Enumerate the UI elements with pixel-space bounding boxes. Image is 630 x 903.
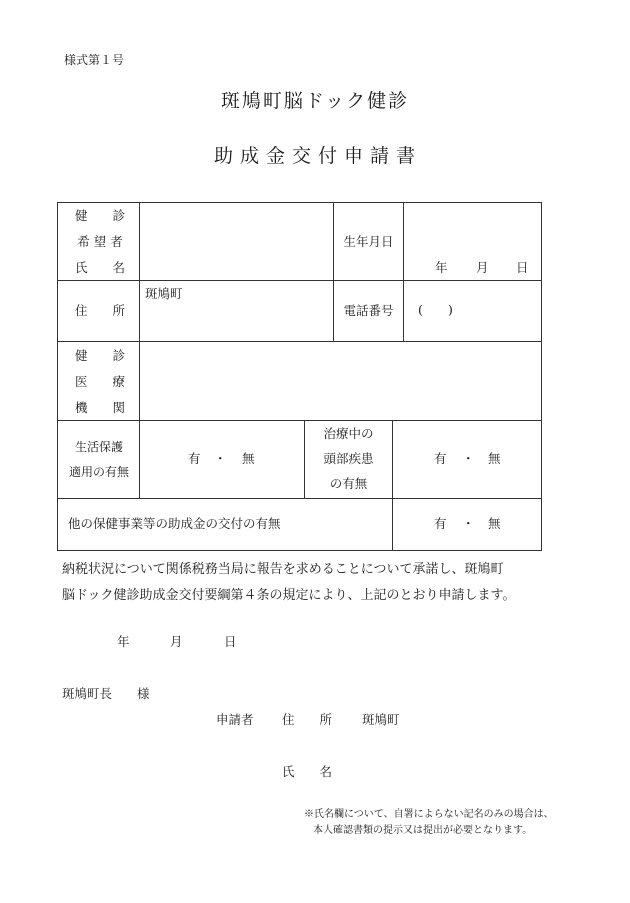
address-label: 住 所 (74, 303, 125, 318)
form-number: 様式第１号 (64, 53, 125, 67)
addressee-name: 斑鳩町長 (62, 686, 113, 701)
other-subsidy-yes-option[interactable]: 有 (434, 516, 447, 531)
column-divider (403, 202, 404, 341)
row-divider (57, 420, 542, 421)
note-line1: ※氏名欄について、自署によらない記名のみの場合は、 (304, 809, 554, 820)
phone-close-paren: ) (448, 302, 453, 317)
welfare-label-line2: 適用の有無 (68, 465, 129, 479)
institution-label-line1: 健 診 (74, 348, 125, 363)
birthdate-day: 日 (516, 260, 529, 275)
consent-statement-line1: 納税状況について関係税務当局に報告を求めることについて承諾し、斑鳩町 (62, 562, 504, 577)
applicant-label-line3: 氏 名 (74, 260, 125, 275)
address-field[interactable]: 斑鳩町 (145, 286, 183, 301)
applicant-address-value[interactable]: 斑鳩町 (362, 712, 400, 727)
other-subsidy-label: 他の保健事業等の助成金の交付の有無 (68, 516, 281, 531)
treatment-label-line3: の有無 (329, 476, 368, 491)
birthdate-month: 月 (476, 260, 489, 275)
phone-open-paren: ( (418, 302, 423, 317)
document-title: 斑鳩町脳ドック健診 (220, 90, 410, 112)
treatment-label-line1: 治療中の (323, 426, 374, 441)
birthdate-label: 生年月日 (343, 234, 394, 249)
treatment-no-option[interactable]: 無 (488, 451, 501, 466)
institution-label-line2: 医 療 (74, 374, 125, 389)
applicant-label-line2: 希 望 者 (77, 234, 123, 249)
applicant-block-label: 申請者 (216, 712, 254, 727)
welfare-yes-option[interactable]: 有 (188, 451, 201, 466)
applicant-name-label: 氏 名 (282, 764, 333, 779)
applicant-address-label: 住 所 (282, 712, 333, 727)
other-subsidy-no-option[interactable]: 無 (488, 516, 501, 531)
column-divider (392, 420, 393, 551)
treatment-separator: ・ (462, 451, 475, 466)
other-subsidy-separator: ・ (462, 516, 475, 531)
welfare-label-line1: 生活保護 (74, 440, 123, 454)
welfare-separator: ・ (214, 451, 227, 466)
column-divider (333, 202, 334, 341)
welfare-no-option[interactable]: 無 (242, 451, 255, 466)
application-date-day: 日 (224, 634, 237, 649)
treatment-label-line2: 頭部疾患 (323, 451, 374, 466)
application-date-year: 年 (117, 634, 130, 649)
row-divider (57, 498, 542, 499)
applicant-name-field[interactable] (145, 210, 330, 276)
institution-field[interactable] (145, 350, 535, 414)
institution-label-line3: 機 関 (74, 400, 125, 415)
birthdate-year: 年 (435, 260, 448, 275)
application-date-month: 月 (170, 634, 183, 649)
row-divider (57, 341, 542, 342)
addressee-honorific: 様 (137, 686, 150, 701)
note-line2: 本人確認書類の提示又は提出が必要となります。 (313, 825, 533, 836)
treatment-yes-option[interactable]: 有 (434, 451, 447, 466)
consent-statement-line2: 脳ドック健診助成金交付要綱第４条の規定により、上記のとおり申請します。 (62, 588, 516, 603)
document-subtitle: 助成金交付申請書 (213, 145, 422, 167)
phone-label: 電話番号 (343, 303, 394, 318)
applicant-label-line1: 健 診 (74, 208, 125, 223)
row-divider (57, 280, 542, 281)
